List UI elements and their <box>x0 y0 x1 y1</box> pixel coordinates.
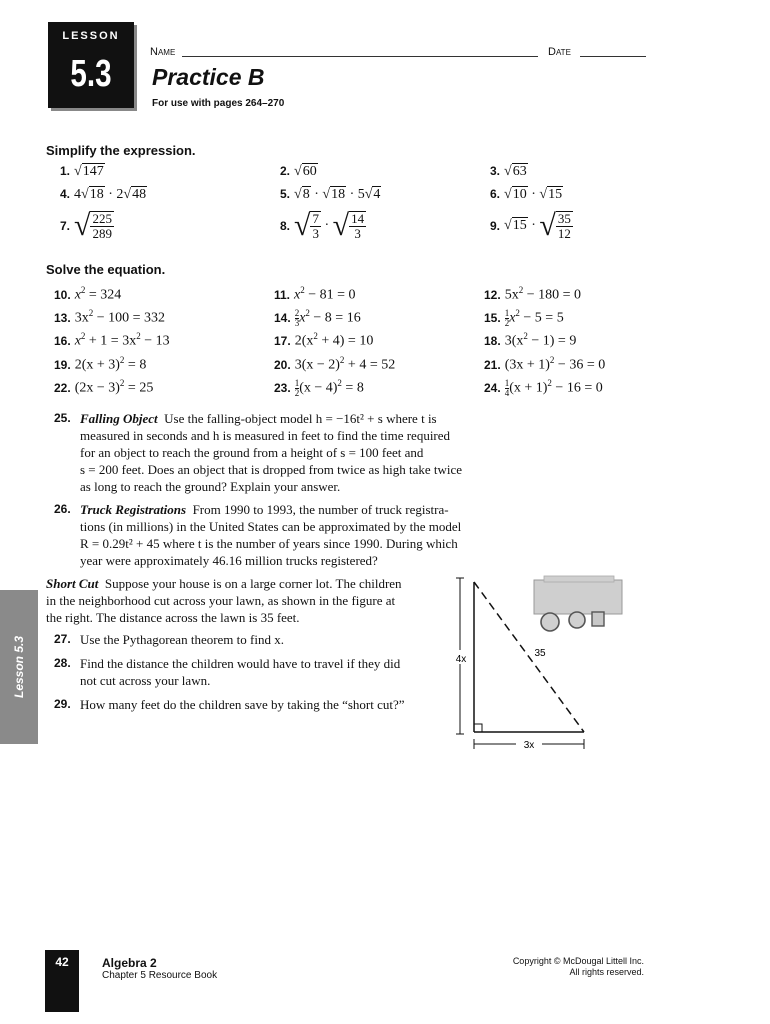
problem-19: 19. $2(x + 3)^2 = 8$ <box>54 355 147 373</box>
problem-17: 17. $2(x^2 + 4) = 10$ <box>274 331 374 349</box>
footer-book-title: Algebra 2 <box>102 956 157 970</box>
bottom-label: 3x <box>523 740 535 751</box>
page-title: Practice B <box>152 64 265 90</box>
problem-5: 5.√ 8 · √ 18 · 5√ 4 <box>280 187 381 203</box>
bushes <box>541 612 604 631</box>
problem-25: 25. Falling Object Use the falling-object model h = −16t² + s where t is measured in seconds and h is measured in feet to find the time required for an object to reach the ground from a height of s = 100 feet and s = 200 feet. Does an object that is dropped from twice as high take twice as long to reach the ground? Explain your answer. <box>54 411 463 494</box>
problem-12: 12. $5x^2 - 180 = 0$ <box>484 285 581 303</box>
section-heading-simplify: Simplify the expression. <box>46 143 196 158</box>
problem-25-heading: Falling Object <box>80 411 158 426</box>
page-subtitle: For use with pages 264–270 <box>152 98 285 109</box>
problem-16: 16. $x^2 + 1 = 3x^2 - 13$ <box>54 331 170 349</box>
hypotenuse-label: 35 <box>534 648 546 659</box>
problem-26: 26. Truck Registrations From 1990 to 1993, the number of truck registra- tions (in millions) in the United States can be approximated by the model R = 0.29t² + 45 where t is the number of years since 1990. During which year were approximately 46.16 million trucks registered? <box>54 502 462 568</box>
lawn-figure <box>448 574 648 756</box>
problem-8: 8. √ $\frac{7}{3}$ · √ $\frac{14}{3}$ <box>280 209 365 242</box>
name-field[interactable] <box>182 56 538 57</box>
problem-24: 24. $\frac{1}{4}$ $(x + 1)^2 - 16 = 0$ <box>484 377 603 398</box>
problem-18: 18. $3(x^2 - 1) = 9$ <box>484 331 577 349</box>
page-number-box <box>45 950 79 1012</box>
short-cut-heading: Short Cut <box>46 576 99 591</box>
side-tab-label: Lesson 5.3 <box>12 635 26 699</box>
problem-3: 3.√ 63 <box>490 164 528 180</box>
problem-15: 15. $\frac{1}{2}$ $x^2 - 5 = 5$ <box>484 307 564 328</box>
problem-10: 10. $x^2 = 324$ <box>54 285 122 303</box>
name-date-line <box>150 46 650 58</box>
problem-11: 11. $x^2 - 81 = 0$ <box>274 285 356 303</box>
problem-14: 14. $\frac{2}{3}$ $x^2 - 8 = 16$ <box>274 307 361 328</box>
problem-23: 23. $\frac{1}{2}$ $(x - 4)^2 = 8$ <box>274 377 364 398</box>
section-heading-solve: Solve the equation. <box>46 262 166 277</box>
page-number: 42 <box>55 955 69 969</box>
date-label: Date <box>548 46 571 58</box>
side-tab <box>0 590 38 744</box>
problem-13: 13. $3x^2 - 100 = 332$ <box>54 308 165 326</box>
short-cut-intro: Short Cut Suppose your house is on a large corner lot. The children in the neighborhood cut across your lawn, as shown in the figure at the right. The distance across the lawn is 35 feet. <box>46 576 402 625</box>
lesson-word: LESSON <box>62 30 120 42</box>
problem-4: 4. 4√ 18 · 2√ 48 <box>60 187 147 203</box>
footer-chapter: Chapter 5 Resource Book <box>102 970 218 981</box>
problem-21: 21. $(3x + 1)^2 - 36 = 0$ <box>484 355 606 373</box>
problem-2: 2.√ 60 <box>280 164 318 180</box>
name-label: Name <box>150 46 176 58</box>
house-shape <box>534 576 622 614</box>
date-field[interactable] <box>580 56 646 57</box>
problem-27: 27. Use the Pythagorean theorem to find x. <box>54 632 284 647</box>
side-label: 4x <box>455 654 467 665</box>
lesson-badge <box>48 22 134 108</box>
problem-28: 28. Find the distance the children would have to travel if they did not cut across your lawn. <box>54 656 401 688</box>
problem-9: 9.√ 15 · √ $\frac{35}{12}$ <box>490 211 573 241</box>
problem-1: 1.√ 147 <box>60 164 105 180</box>
problem-26-heading: Truck Registrations <box>80 502 187 517</box>
lesson-number: 5.3 <box>70 53 112 95</box>
problem-6: 6.√ 10 · √ 15 <box>490 187 563 203</box>
footer-copyright: Copyright © McDougal Littell Inc. All rights reserved. <box>512 956 644 977</box>
problem-7: 7. √ $\frac{225}{289}$ <box>60 209 112 242</box>
problem-20: 20. $3(x - 2)^2 + 4 = 52$ <box>274 355 396 373</box>
problem-29: 29. How many feet do the children save by taking the “short cut?” <box>54 697 405 712</box>
problem-22: 22. $(2x - 3)^2 = 25$ <box>54 378 154 396</box>
